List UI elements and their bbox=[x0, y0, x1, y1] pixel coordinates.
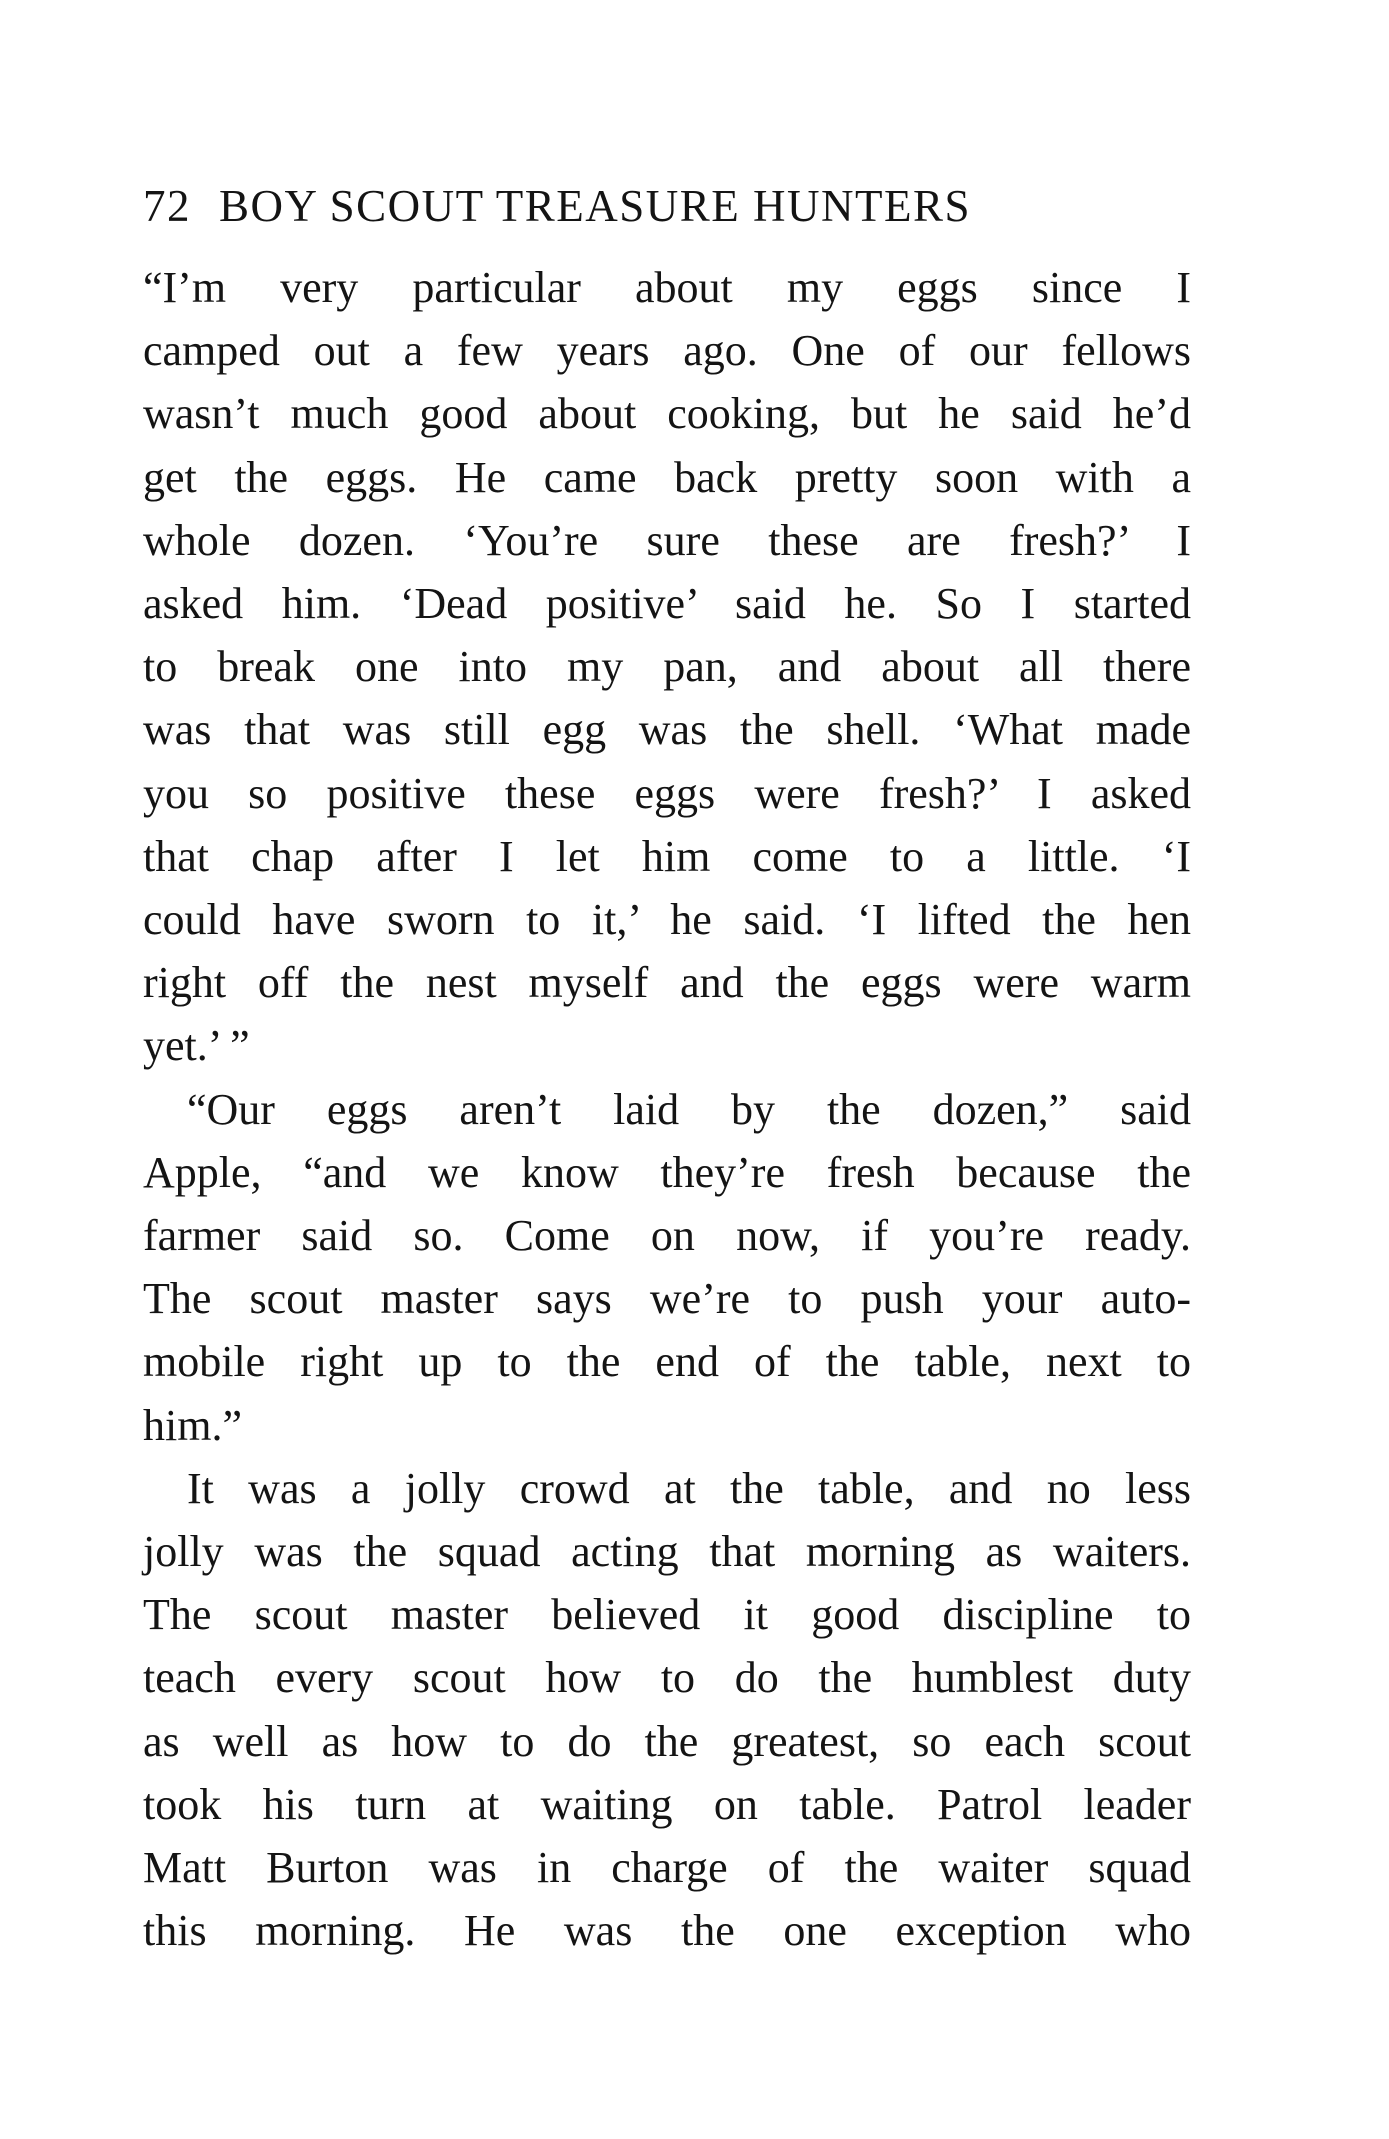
running-head bbox=[143, 170, 1191, 242]
text-line: as well as how to do the greatest, so each scout bbox=[143, 1716, 1191, 1766]
text-line: that chap after I let him come to a little. ‘I bbox=[143, 831, 1191, 881]
text-line: teach every scout how to do the humblest duty bbox=[143, 1653, 1191, 1703]
text-line: camped out a few years ago. One of our fellows bbox=[143, 326, 1191, 376]
text-line: “I’m very particular about my eggs since I bbox=[143, 263, 1191, 312]
paragraph-3 bbox=[143, 1457, 1191, 1963]
text-line: wasn’t much good about cooking, but he said he’d bbox=[143, 389, 1191, 439]
text-line: yet.’ ” bbox=[143, 1021, 250, 1071]
text-line: The scout master believed it good discipline to bbox=[143, 1590, 1191, 1640]
text-line: whole dozen. ‘You’re sure these are fresh?’ I bbox=[143, 515, 1191, 565]
text-line: took his turn at waiting on table. Patrol leader bbox=[143, 1779, 1191, 1829]
running-title: BOY SCOUT TREASURE HUNTERS bbox=[219, 181, 972, 231]
text-line: “Our eggs aren’t laid by the dozen,” said bbox=[187, 1084, 1191, 1134]
paragraph-1 bbox=[143, 256, 1191, 1078]
text-line: The scout master says we’re to push your auto- bbox=[143, 1274, 1191, 1324]
text-line: could have sworn to it,’ he said. ‘I lifted the hen bbox=[143, 895, 1191, 945]
text-line: to break one into my pan, and about all there bbox=[143, 642, 1191, 692]
text-line: jolly was the squad acting that morning as waiters. bbox=[143, 1527, 1191, 1577]
paragraph-2 bbox=[143, 1078, 1191, 1457]
body-text bbox=[143, 256, 1191, 1962]
text-line: him.” bbox=[143, 1400, 242, 1450]
text-line: asked him. ‘Dead positive’ said he. So I started bbox=[143, 579, 1191, 629]
book-page bbox=[143, 170, 1191, 1962]
text-line: right off the nest myself and the eggs were warm bbox=[143, 958, 1191, 1008]
text-line: was that was still egg was the shell. ‘What made bbox=[143, 705, 1191, 755]
text-line: farmer said so. Come on now, if you’re ready. bbox=[143, 1211, 1191, 1261]
text-line: mobile right up to the end of the table, next to bbox=[143, 1337, 1191, 1387]
text-line: Matt Burton was in charge of the waiter squad bbox=[143, 1843, 1191, 1893]
text-line: It was a jolly crowd at the table, and no less bbox=[187, 1463, 1191, 1513]
text-line: you so positive these eggs were fresh?’ I asked bbox=[143, 768, 1191, 818]
text-line: Apple, “and we know they’re fresh because the bbox=[143, 1147, 1191, 1197]
text-line: get the eggs. He came back pretty soon with a bbox=[143, 452, 1191, 502]
text-line: this morning. He was the one exception who bbox=[143, 1906, 1191, 1956]
page-number: 72 bbox=[143, 181, 191, 231]
